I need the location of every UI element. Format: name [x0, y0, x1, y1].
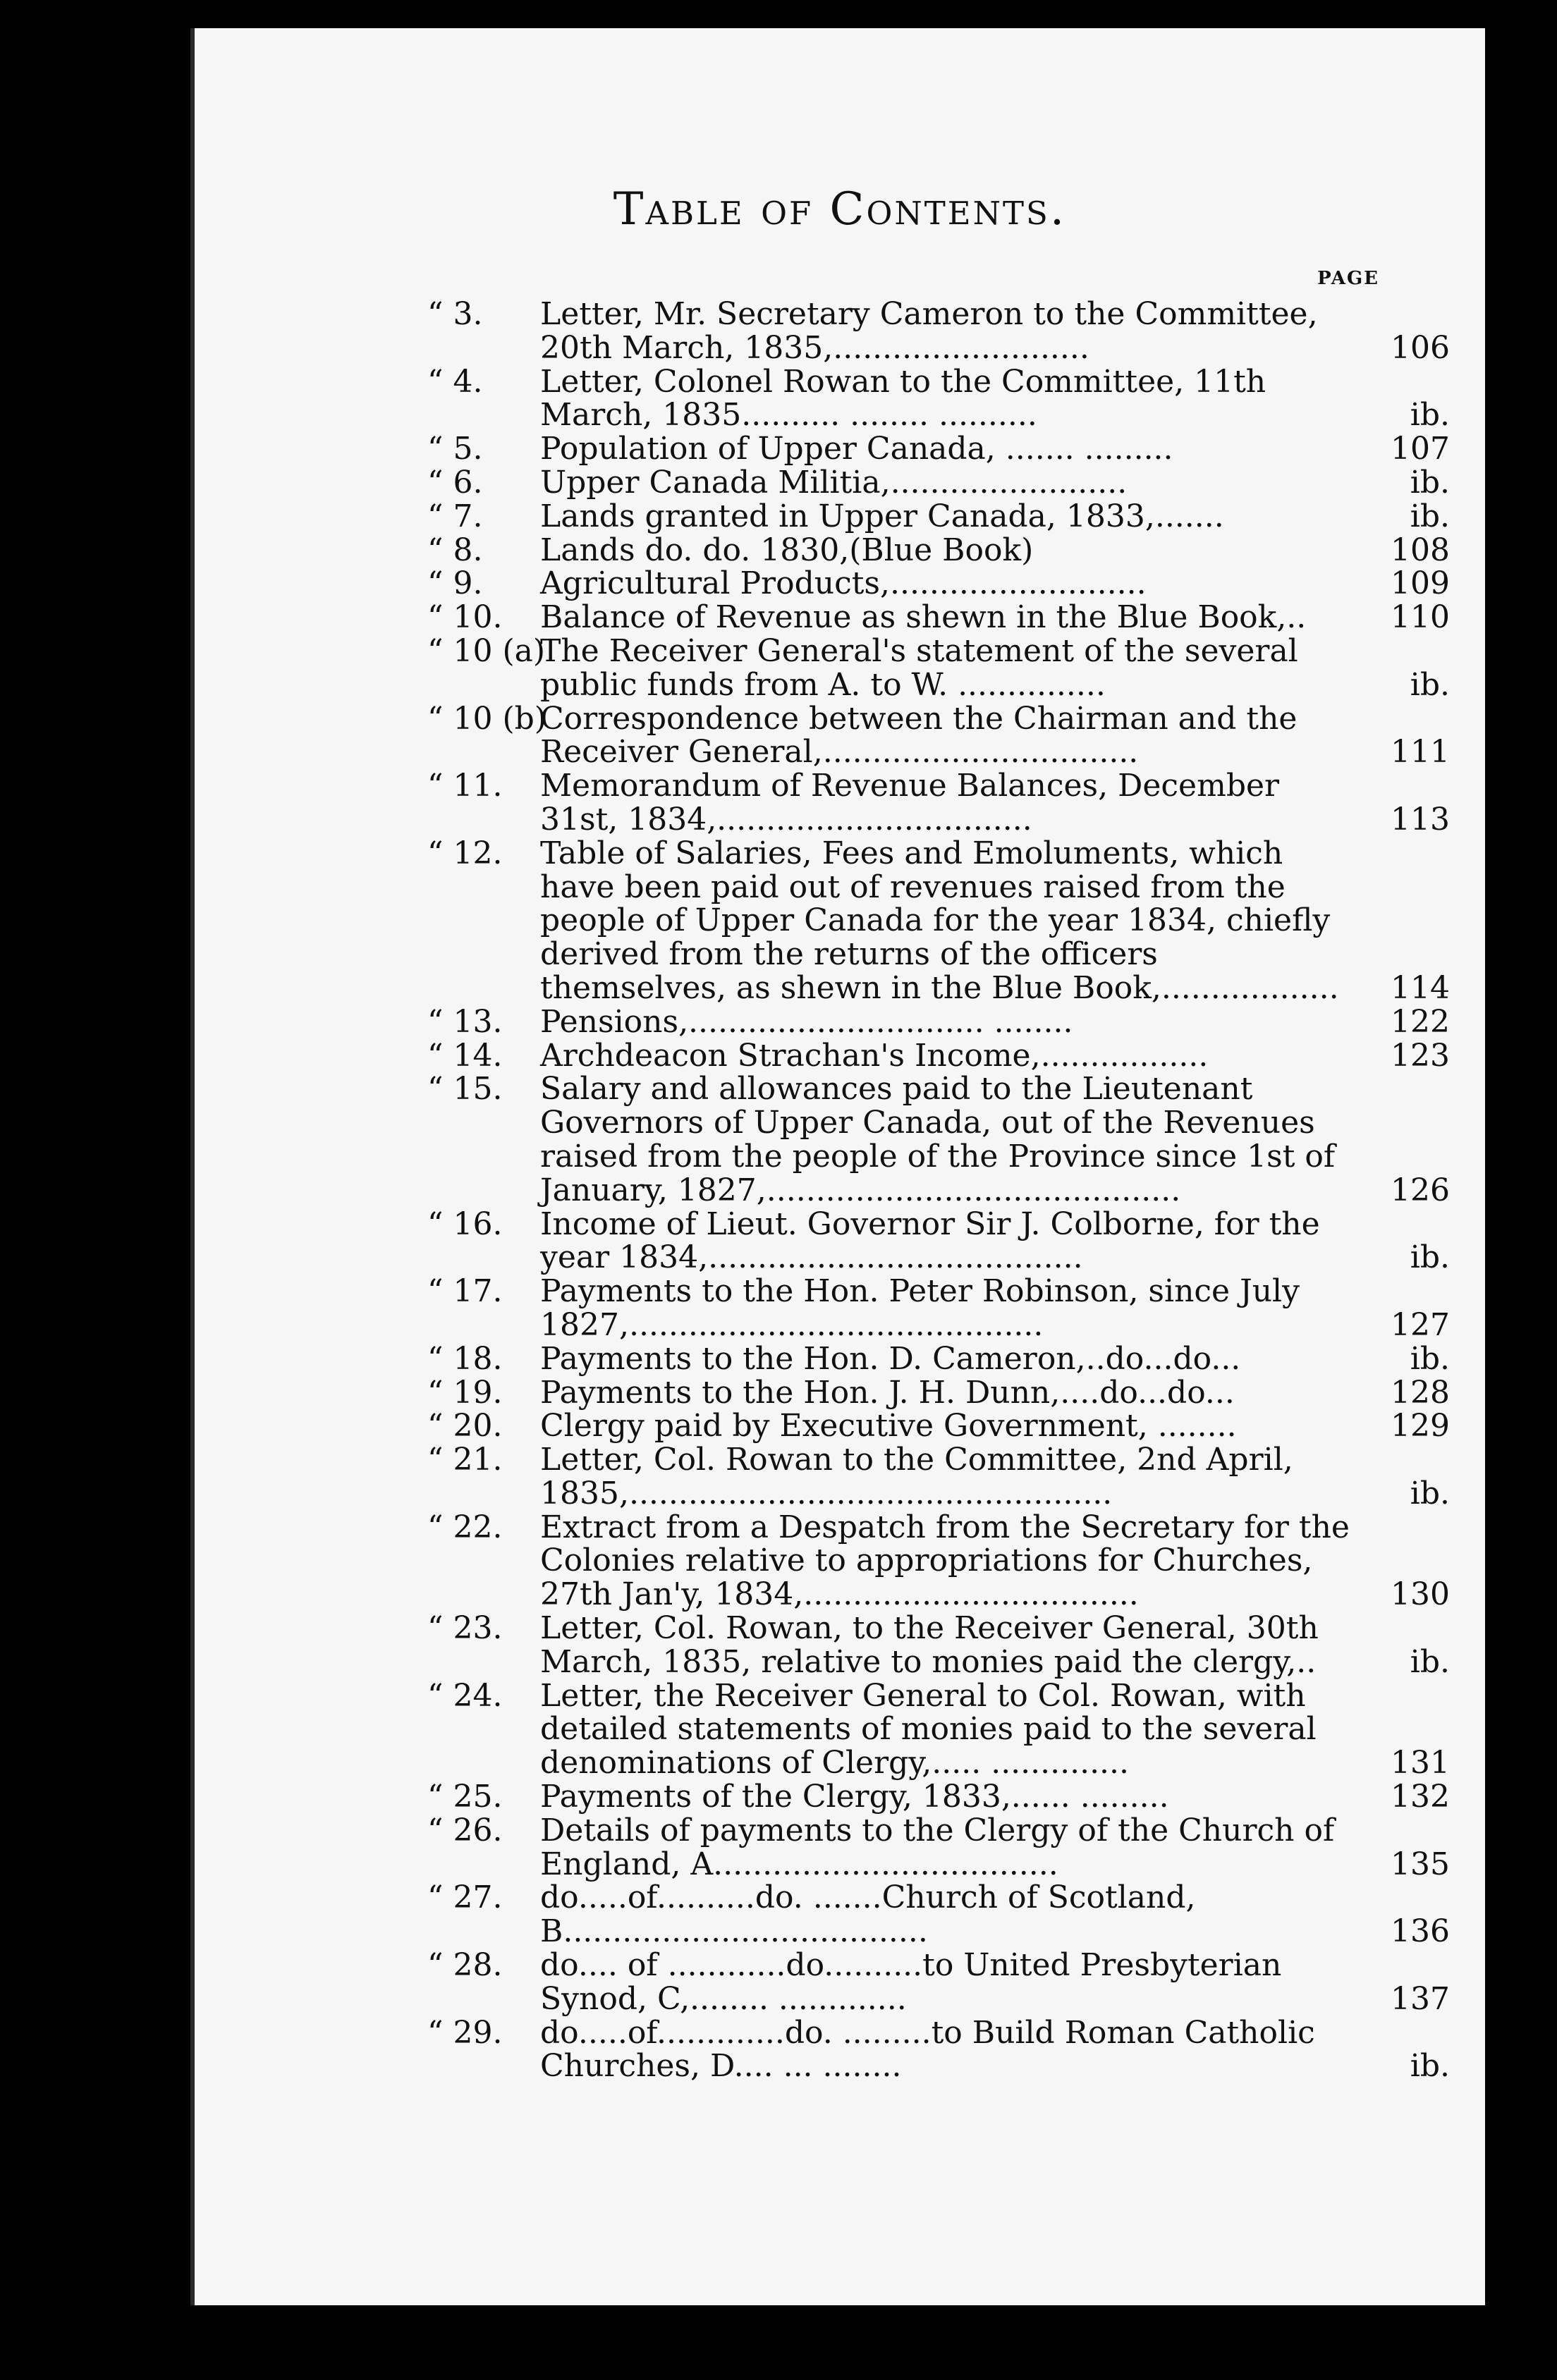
entry-number: “ 24. — [427, 1677, 503, 1714]
toc-entry — [427, 1443, 1450, 1511]
toc-entry — [427, 432, 1450, 466]
toc-entry — [427, 1275, 1450, 1342]
toc-entry — [427, 534, 1450, 568]
entry-number: “ 10 (a) — [427, 632, 546, 669]
entry-number: “ 16. — [427, 1206, 503, 1242]
entry-number: “ 12. — [427, 835, 503, 871]
page-column-label: PAGE — [1317, 268, 1379, 289]
entry-number: “ 29. — [427, 2014, 503, 2051]
entry-number: “ 18. — [427, 1340, 503, 1377]
entry-page: 122 — [1391, 1003, 1450, 1040]
entry-title: Agricultural Products,.......................... — [540, 565, 1147, 602]
toc-entry — [427, 1376, 1450, 1410]
entry-title: Lands granted in Upper Canada, 1833,....... — [540, 498, 1224, 534]
entry-number: “ 26. — [427, 1812, 503, 1848]
entry-title: Archdeacon Strachan's Income,................. — [540, 1037, 1209, 1074]
toc-entry — [427, 601, 1450, 634]
entry-page: 110 — [1391, 599, 1450, 636]
entry-number: “ 13. — [427, 1003, 503, 1040]
entry-page: 129 — [1391, 1408, 1450, 1444]
entry-page: ib. — [1410, 666, 1450, 703]
toc-entry — [427, 1409, 1450, 1443]
entry-page: ib. — [1410, 498, 1450, 534]
entry-number: “ 4. — [427, 363, 483, 400]
entry-page: ib. — [1410, 1239, 1450, 1276]
entry-number: “ 9. — [427, 565, 483, 602]
toc-entry — [427, 702, 1450, 770]
entry-title: Letter, Col. Rowan, to the Receiver General, 30th March, 1835, relative to monies paid the clergy,.. — [540, 1610, 1319, 1680]
toc-entry — [427, 1814, 1450, 1882]
entry-number: “ 6. — [427, 464, 483, 501]
toc-entry — [427, 500, 1450, 534]
entry-number: “ 8. — [427, 532, 483, 568]
entry-title: Payments of the Clergy, 1833,...... ......... — [540, 1779, 1169, 1815]
entry-page: 114 — [1391, 969, 1450, 1006]
entry-page: 131 — [1391, 1745, 1450, 1781]
entry-page: 107 — [1391, 431, 1450, 467]
entry-number: “ 14. — [427, 1037, 503, 1074]
entry-page: ib. — [1410, 464, 1450, 501]
toc-entry — [427, 1208, 1450, 1275]
entry-page: 128 — [1391, 1374, 1450, 1411]
entry-title: Balance of Revenue as shewn in the Blue Book,.. — [540, 599, 1307, 636]
toc-entry — [427, 837, 1450, 1005]
entry-title: do.... of ............do..........to United Presbyterian Synod, C,........ ............. — [540, 1947, 1282, 2017]
entry-page: ib. — [1410, 1340, 1450, 1377]
entry-title: Payments to the Hon. Peter Robinson, since July 1827,.......................................... — [540, 1273, 1300, 1343]
entry-title: Letter, Mr. Secretary Cameron to the Committee, 20th March, 1835,.......................... — [540, 296, 1318, 366]
entry-page: 109 — [1391, 565, 1450, 602]
toc-entry — [427, 365, 1450, 433]
toc-entry — [427, 1342, 1450, 1376]
toc-entry — [427, 1039, 1450, 1073]
entry-number: “ 22. — [427, 1509, 503, 1545]
entry-page: ib. — [1410, 1643, 1450, 1680]
toc-entry — [427, 2016, 1450, 2084]
page-title: Table of Contents. — [613, 183, 1067, 235]
entry-title: Salary and allowances paid to the Lieutenant Governors of Upper Canada, out of the Revenues raised from the people of the Province since 1st of January, 1827,.......................................... — [540, 1071, 1336, 1208]
entry-title: Letter, Col. Rowan to the Committee, 2nd April, 1835,................................................. — [540, 1442, 1293, 1511]
entry-number: “ 5. — [427, 431, 483, 467]
entry-title: Payments to the Hon. J. H. Dunn,....do...do... — [540, 1374, 1235, 1411]
toc-entry — [427, 1511, 1450, 1612]
entry-title: Letter, the Receiver General to Col. Rowan, with detailed statements of monies paid to the several denominations of Clergy,..... .............. — [540, 1677, 1317, 1781]
entry-page: 111 — [1391, 734, 1450, 771]
entry-page: 136 — [1391, 1913, 1450, 1950]
entry-page: 127 — [1391, 1306, 1450, 1343]
toc-entry — [427, 1881, 1450, 1949]
entry-page: ib. — [1410, 1475, 1450, 1511]
entry-number: “ 20. — [427, 1408, 503, 1444]
entry-title: Letter, Colonel Rowan to the Committee, 11th March, 1835.......... ........ .......... — [540, 363, 1266, 434]
entry-number: “ 3. — [427, 296, 483, 332]
toc-entry — [427, 1780, 1450, 1814]
entry-number: “ 15. — [427, 1071, 503, 1108]
entry-title: Table of Salaries, Fees and Emoluments, which have been paid out of revenues raised from the people of Upper Canada for the year 1834, chiefly derived from the returns of the officers themselves, as shewn in the Blue Book,.................. — [540, 835, 1339, 1006]
entry-page: 137 — [1391, 1980, 1450, 2017]
entry-title: Payments to the Hon. D. Cameron,..do...do... — [540, 1340, 1241, 1377]
entry-title: Details of payments to the Clergy of the Church of England, A................................... — [540, 1812, 1335, 1882]
entry-number: “ 19. — [427, 1374, 503, 1411]
entry-page: 106 — [1391, 329, 1450, 366]
toc-entry — [427, 634, 1450, 702]
entry-title: Population of Upper Canada, ....... ......... — [540, 431, 1173, 467]
entry-page: ib. — [1410, 2048, 1450, 2085]
toc-entry — [427, 567, 1450, 601]
entry-title: do.....of.............do. .........to Build Roman Catholic Churches, D.... ... ........ — [540, 2014, 1315, 2085]
toc-entry — [427, 1679, 1450, 1780]
entry-number: “ 10 (b) — [427, 700, 547, 737]
entry-page: 113 — [1391, 801, 1450, 838]
entry-title: do.....of..........do. .......Church of Scotland, B..................................... — [540, 1879, 1196, 1950]
entry-title: Pensions,.............................. ........ — [540, 1003, 1073, 1040]
entry-number: “ 25. — [427, 1779, 503, 1815]
entry-title: Extract from a Despatch from the Secretary for the Colonies relative to appropriations for Churches, 27th Jan'y, 1834,.................................. — [540, 1509, 1350, 1613]
entry-title: Correspondence between the Chairman and the Receiver General,................................ — [540, 700, 1298, 771]
entry-number: “ 10. — [427, 599, 503, 636]
entry-page: 135 — [1391, 1846, 1450, 1882]
entry-number: “ 11. — [427, 768, 503, 804]
entry-title: Lands do. do. 1830,(Blue Book) — [540, 532, 1034, 568]
entry-number: “ 21. — [427, 1442, 503, 1478]
entry-page: 108 — [1391, 532, 1450, 568]
toc-entry — [427, 1612, 1450, 1679]
entry-title: Income of Lieut. Governor Sir J. Colborne, for the year 1834,...................................... — [540, 1206, 1320, 1276]
entry-page: 123 — [1391, 1037, 1450, 1074]
entry-title: Upper Canada Militia,........................ — [540, 464, 1128, 501]
toc-entry — [427, 1005, 1450, 1039]
entry-page: 130 — [1391, 1576, 1450, 1613]
book-page — [190, 28, 1485, 2305]
toc-entry — [427, 298, 1450, 365]
entry-page: 132 — [1391, 1779, 1450, 1815]
entry-number: “ 27. — [427, 1879, 503, 1916]
toc-entry — [427, 1072, 1450, 1207]
entry-page: 126 — [1391, 1172, 1450, 1208]
entry-title: The Receiver General's statement of the several public funds from A. to W. ............... — [540, 632, 1298, 703]
entry-title: Clergy paid by Executive Government, ........ — [540, 1408, 1237, 1444]
entry-title: Memorandum of Revenue Balances, December 31st, 1834,................................ — [540, 768, 1280, 838]
toc-entry — [427, 1949, 1450, 2016]
toc-entry — [427, 466, 1450, 500]
entry-number: “ 23. — [427, 1610, 503, 1647]
toc-entry — [427, 769, 1450, 837]
entry-number: “ 17. — [427, 1273, 503, 1310]
entry-number: “ 28. — [427, 1947, 503, 1984]
entry-page: ib. — [1410, 397, 1450, 434]
table-of-contents — [427, 298, 1450, 2083]
entry-number: “ 7. — [427, 498, 483, 534]
